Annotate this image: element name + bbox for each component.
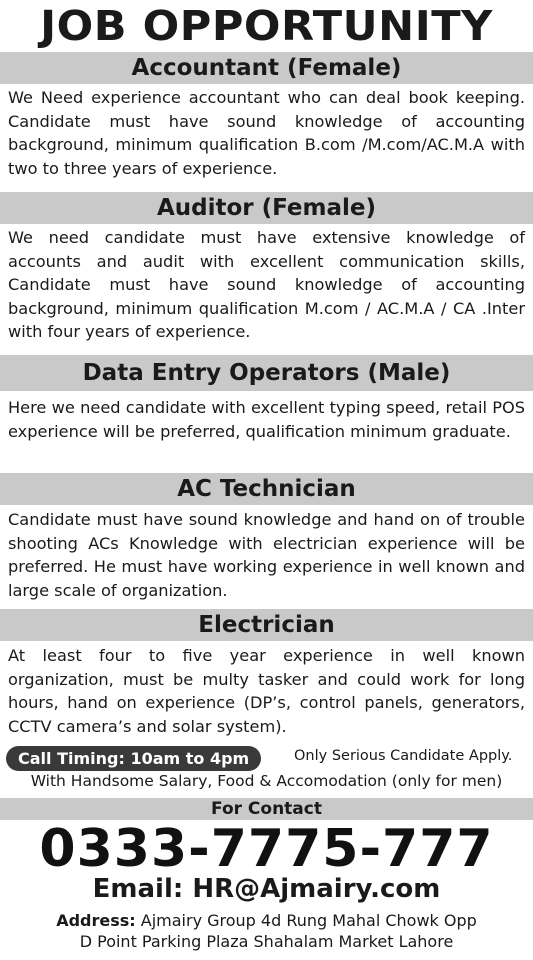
benefits-line: With Handsome Salary, Food & Accomodation (only for men) (30, 772, 503, 790)
contact-heading: For Contact (0, 798, 533, 820)
address-line-2: D Point Parking Plaza Shahalam Market Lahore (79, 932, 454, 951)
job-description-ac-technician: Candidate must have sound knowledge and hand on of trouble shooting ACs Knowledge with electrician experience will be preferred. He must have working experience in well known and large scale of organization. (8, 510, 525, 600)
address-line-1-text: Ajmairy Group 4d Rung Mahal Chowk Opp (140, 911, 477, 930)
address-label: Address: (56, 911, 136, 930)
email-line: Email: HR@Ajmairy.com (92, 874, 441, 904)
job-heading-accountant: Accountant (Female) (0, 52, 533, 84)
job-heading-electrician: Electrician (0, 609, 533, 641)
serious-candidate-note: Only Serious Candidate Apply. (294, 748, 513, 764)
job-description-data-entry: Here we need candidate with excellent typing speed, retail POS experience will be preferred, qualification minimum graduate. (8, 398, 525, 441)
job-heading-data-entry: Data Entry Operators (Male) (0, 355, 533, 391)
phone-number: 0333-7775-777 (39, 819, 494, 879)
address-block (0, 910, 533, 952)
job-description-accountant: We Need experience accountant who can deal book keeping. Candidate must have sound knowledge of accounting background, minimum qualification B.com /M.com/AC.M.A with two to three years of experience. (8, 88, 525, 178)
job-description-electrician: At least four to five year experience in well known organization, must be multy tasker and could work for long hours, hand on experience (DP’s, control panels, generators, CCTV camera’s and solar system). (8, 646, 525, 736)
address-line-1 (0, 910, 533, 931)
poster-title: JOB OPPORTUNITY (40, 2, 493, 50)
job-description-auditor: We need candidate must have extensive knowledge of accounts and audit with excellent communication skills, Candidate must have sound knowledge of accounting background, minimum qualification M.com / AC.M.A / CA .Inter with four years of experience. (8, 228, 525, 341)
job-heading-auditor: Auditor (Female) (0, 192, 533, 224)
call-timing-badge: Call Timing: 10am to 4pm (6, 746, 261, 771)
job-heading-ac-technician: AC Technician (0, 473, 533, 505)
